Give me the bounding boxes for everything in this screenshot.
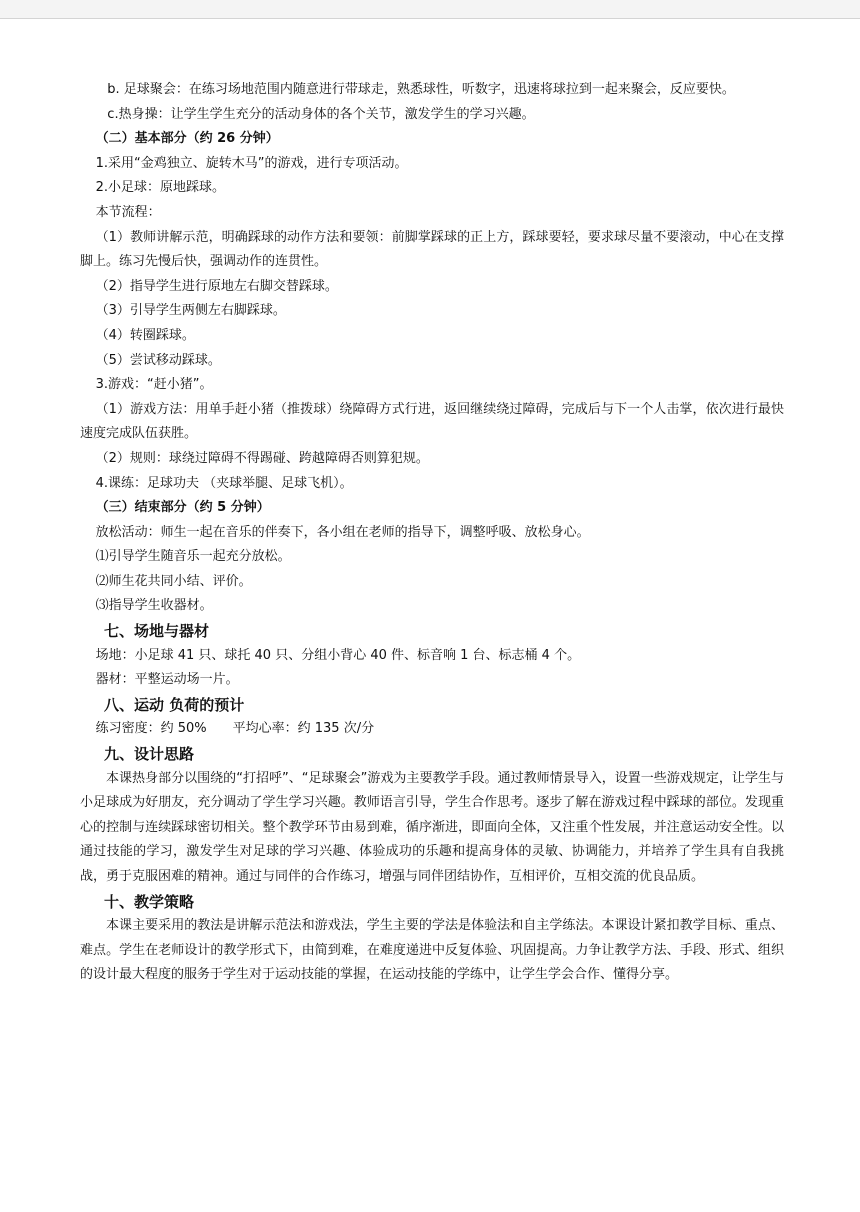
paragraph-design-idea: 本课热身部分以围绕的“打招呼”、“足球聚会”游戏为主要教学手段。通过教师情景导入，设置一些游戏规定，让学生与小足球成为好朋友，充分调动了学生学习兴趣。教师语言引导，学生合作思考。逐步了解在游戏过程中踩球的部位。发现重心的控制与连续踩球密切相关。整个教学环节由易到难，循序渐进，即面向全体，又注重个性发展，并注意运动安全性。以通过技能的学习，激发学生对足球的学习兴趣、体验成功的乐趣和提高身体的灵敏、协调能力，并培养了学生具有自我挑战，勇于克服困难的精神。通过与同伴的合作练习，增强与同伴团结协作，互相评价，互相交流的优良品质。	[80, 770, 784, 884]
paragraph-football-gathering: b. 足球聚会：在练习场地范围内随意进行带球走，熟悉球性，听数字，迅速将球拉到一起来聚会，反应要快。	[107, 82, 735, 97]
paragraph-warmup-exercise: c.热身操：让学生学生充分的活动身体的各个关节，激发学生的学习兴趣。	[107, 106, 535, 122]
list-item-step-2: （2）指导学生进行原地左右脚交替踩球。	[95, 278, 338, 294]
list-item-relax-3: ⑶指导学生收器材。	[95, 598, 213, 614]
label-lesson-flow: 本节流程：	[95, 204, 161, 220]
section-title-load: 八、运动 负荷的预计	[104, 695, 245, 714]
list-item-special-activity: 1.采用“金鸡独立、旋转木马”的游戏，进行专项活动。	[95, 155, 408, 171]
paragraph-game-method: （1）游戏方法：用单手赶小猪（推拨球）绕障碍方式行进，返回继续绕过障碍，完成后与下一个人击掌，依次进行最快速度完成队伍获胜。	[80, 401, 784, 442]
document-top-bar	[0, 0, 860, 19]
list-item-small-football: 2.小足球：原地踩球。	[95, 180, 225, 196]
document-page	[80, 78, 784, 988]
paragraph-game-rules: （2）规则：球绕过障碍不得踢碰、跨越障碍否则算犯规。	[95, 450, 429, 466]
list-item-relax-1: ⑴引导学生随音乐一起充分放松。	[95, 549, 291, 565]
heading-basic-part: （二）基本部分（约 26 分钟）	[95, 131, 279, 147]
list-item-game: 3.游戏：“赶小猪”。	[95, 377, 213, 393]
heading-ending-part: （三）结束部分（约 5 分钟）	[95, 500, 270, 516]
paragraph-teaching-strategy: 本课主要采用的教法是讲解示范法和游戏法，学生主要的学法是体验法和自主学练法。本课设计紧扣教学目标、重点、难点。学生在老师设计的教学形式下，由简到难，在难度递进中反复体验、巩固提高。力争让教学方法、手段、形式、组织的设计最大程度的服务于学生对于运动技能的掌握，在运动技能的学练中，让学生学会合作、懂得分享。	[80, 918, 784, 983]
paragraph-teacher-demo: （1）教师讲解示范，明确踩球的动作方法和要领：前脚掌踩球的正上方，踩球要轻，要求球尽量不要滚动，中心在支撑脚上。练习先慢后快，强调动作的连贯性。	[80, 229, 784, 270]
list-item-step-3: （3）引导学生两侧左右脚踩球。	[95, 303, 286, 319]
list-item-class-practice: 4.课练：足球功夫 （夹球举腿、足球飞机）。	[95, 475, 353, 491]
section-title-venue: 七、场地与器材	[104, 622, 210, 641]
section-title-design: 九、设计思路	[104, 745, 195, 764]
list-item-relax-2: ⑵师生花共同小结、评价。	[95, 573, 252, 589]
list-item-step-4: （4）转圈踩球。	[95, 327, 195, 343]
section-title-strategy: 十、教学策略	[104, 892, 195, 911]
paragraph-load-estimate: 练习密度：约 50% 平均心率：约 135 次/分	[95, 721, 375, 737]
list-item-step-5: （5）尝试移动踩球。	[95, 352, 221, 368]
paragraph-venue: 场地：小足球 41 只、球托 40 只、分组小背心 40 件、标音响 1 台、标志桶 4 个。	[95, 647, 581, 663]
paragraph-relax-activity: 放松活动：师生一起在音乐的伴奏下，各小组在老师的指导下，调整呼吸、放松身心。	[95, 524, 590, 540]
paragraph-equipment: 器材：平整运动场一片。	[95, 672, 239, 688]
